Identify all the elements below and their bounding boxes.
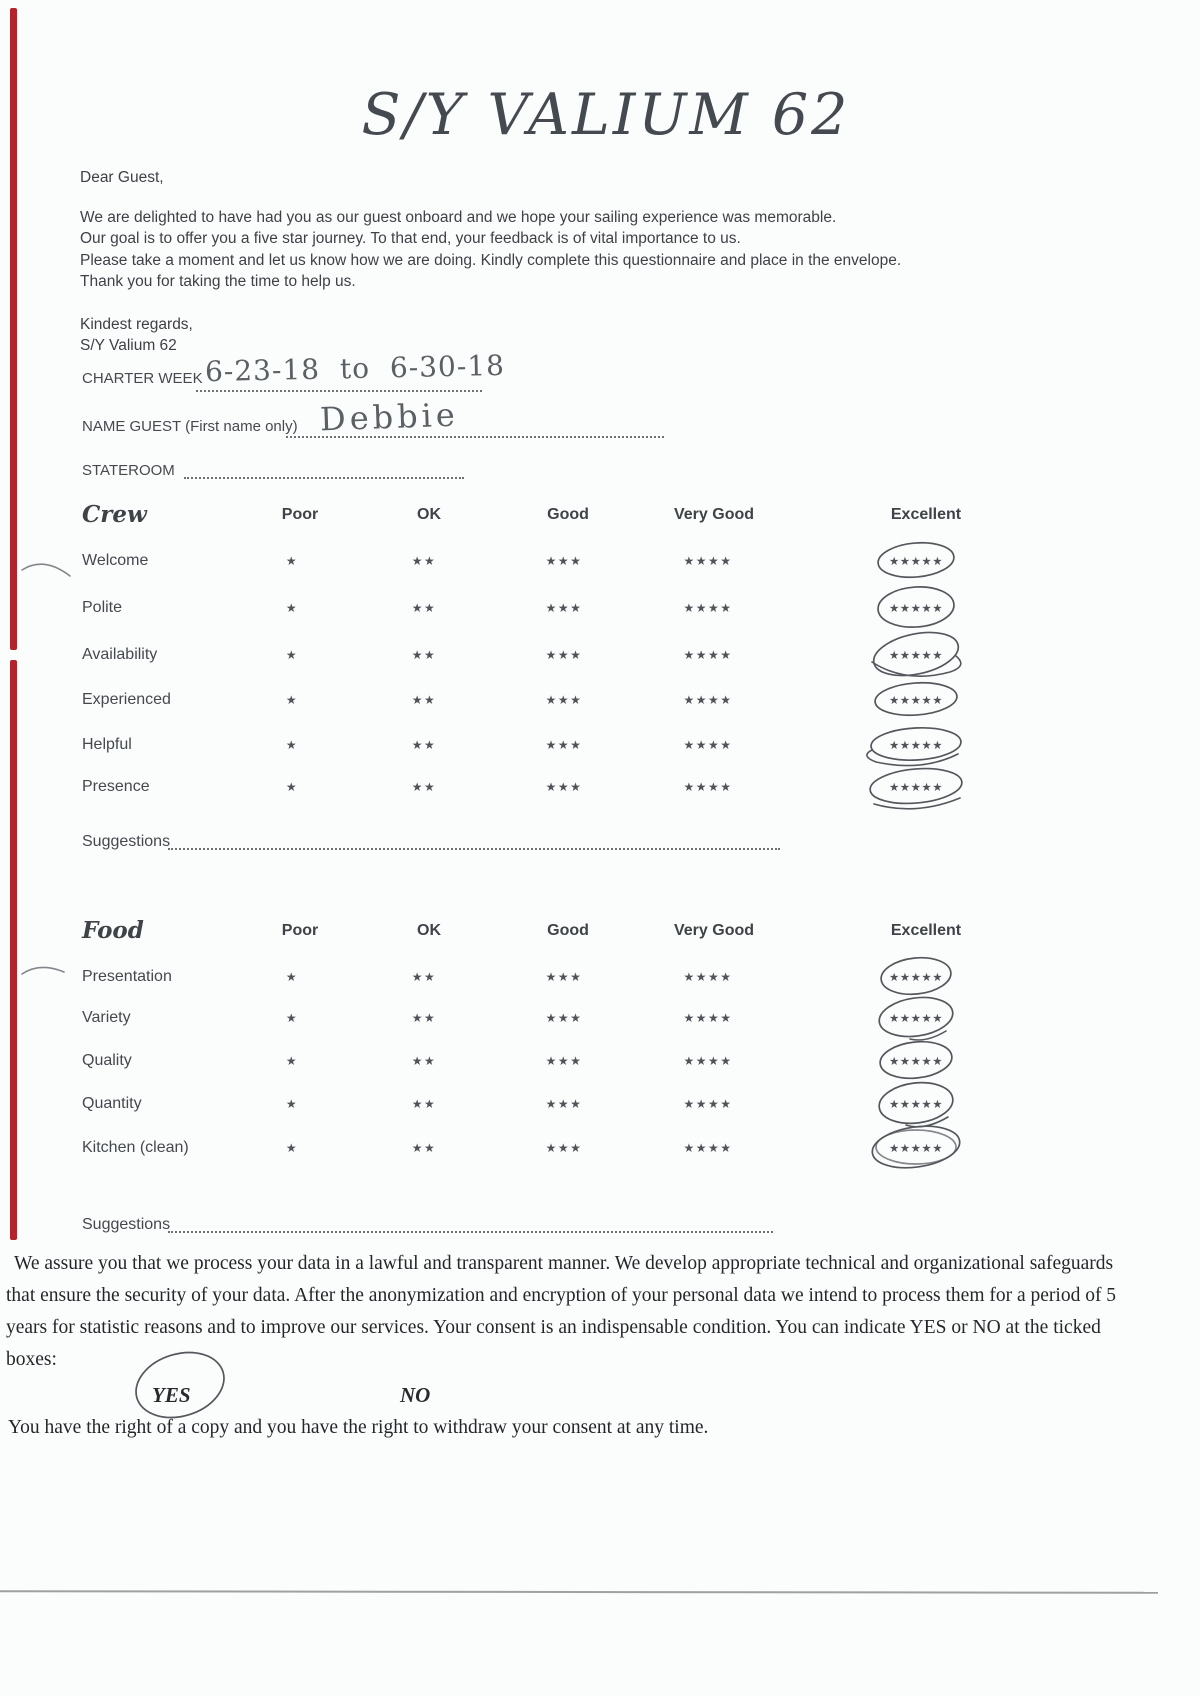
star-cell: ★★★★ — [683, 1097, 733, 1111]
charter-week-dotted-line — [196, 390, 482, 392]
letter-body-line: Thank you for taking the time to help us. — [80, 273, 356, 291]
star-cell: ★★ — [411, 1054, 437, 1068]
pencil-mark — [18, 956, 68, 984]
star-cell: ★★★★ — [683, 738, 733, 752]
star-cell-excellent: ★★★★★ — [888, 695, 944, 707]
star-cell: ★ — [285, 554, 299, 568]
star-cell: ★ — [285, 1011, 299, 1025]
star-cell: ★★★★ — [683, 1141, 733, 1155]
star-cell: ★★★ — [545, 1054, 583, 1068]
excellent-circle-mark — [854, 1117, 978, 1177]
yes-option: YES — [152, 1383, 191, 1407]
star-cell: ★★ — [411, 738, 437, 752]
star-cell: ★★★★ — [683, 780, 733, 794]
star-cell: ★★★★ — [683, 1054, 733, 1068]
charter-week-value: 6-23-18 to 6-30-18 — [204, 348, 506, 389]
star-cell: ★★ — [411, 554, 437, 568]
suggestions-label: Suggestions — [82, 833, 171, 850]
letter-signature: S/Y Valium 62 — [80, 337, 177, 354]
star-cell: ★★★ — [545, 601, 583, 615]
star-cell: ★ — [285, 601, 299, 615]
star-cell-excellent: ★★★★★ — [888, 740, 944, 752]
star-cell: ★★★ — [545, 1011, 583, 1025]
star-cell: ★★★ — [545, 738, 583, 752]
star-cell: ★★★★ — [683, 648, 733, 662]
star-cell-excellent: ★★★★★ — [888, 1056, 944, 1068]
letter-body-line: Our goal is to offer you a five star journey. To that end, your feedback is of vital importance to us. — [80, 230, 741, 248]
star-cell-excellent: ★★★★★ — [888, 603, 944, 615]
stateroom-dotted-line — [184, 477, 464, 479]
rating-row-label: Kitchen (clean) — [82, 1139, 189, 1156]
rating-column-header: Poor — [281, 922, 319, 939]
no-option: NO — [400, 1383, 431, 1407]
star-cell-excellent: ★★★★★ — [888, 1013, 944, 1025]
rating-column-header: Very Good — [673, 506, 755, 523]
rating-column-header: OK — [417, 922, 441, 939]
letter-salutation: Dear Guest, — [80, 169, 164, 186]
rating-row-label: Presence — [82, 778, 150, 795]
letter-body-line: Please take a moment and let us know how we are doing. Kindly complete this questionnaire and place in the envelope. — [80, 251, 902, 269]
star-cell-excellent: ★★★★★ — [888, 782, 944, 794]
star-cell: ★ — [285, 693, 299, 707]
star-cell-excellent: ★★★★★ — [888, 650, 944, 662]
section-title: Crew — [82, 501, 147, 528]
star-cell: ★ — [285, 780, 299, 794]
consent-paragraph-line: that ensure the security of your data. After the anonymization and encryption of your personal data we intend to process them for a period of 5 — [6, 1285, 1117, 1306]
star-cell: ★ — [285, 970, 299, 984]
bottom-rule — [0, 1590, 1158, 1594]
star-cell: ★★ — [411, 1141, 437, 1155]
star-cell: ★★★ — [545, 693, 583, 707]
rating-row-label: Experienced — [82, 691, 171, 708]
star-cell: ★★ — [411, 693, 437, 707]
star-cell-excellent: ★★★★★ — [888, 972, 944, 984]
rating-row-label: Availability — [82, 646, 158, 663]
star-cell: ★★★ — [545, 648, 583, 662]
star-cell: ★★★ — [545, 780, 583, 794]
star-cell: ★★★★ — [683, 970, 733, 984]
rating-row-label: Welcome — [82, 552, 149, 569]
name-guest-label: NAME GUEST (First name only) — [82, 418, 298, 435]
document-title: S/Y VALIUM 62 — [361, 82, 851, 148]
rating-row-label: Helpful — [82, 736, 132, 753]
star-cell: ★★ — [411, 780, 437, 794]
rating-row-label: Presentation — [82, 968, 172, 985]
rating-column-header: Good — [547, 922, 589, 939]
suggestions-label: Suggestions — [82, 1216, 171, 1233]
star-cell: ★★ — [411, 970, 437, 984]
suggestions-dotted-line — [168, 1231, 773, 1233]
rating-column-header: OK — [417, 506, 441, 523]
scan-edge-stripe-top — [10, 8, 17, 650]
star-cell: ★★ — [411, 648, 437, 662]
star-cell: ★★★★ — [683, 693, 733, 707]
rating-column-header: Good — [547, 506, 589, 523]
excellent-circle-mark — [854, 756, 978, 816]
star-cell: ★★★★ — [683, 554, 733, 568]
consent-footer: You have the right of a copy and you have the right to withdraw your consent at any time. — [8, 1417, 709, 1438]
rating-column-header: Excellent — [890, 506, 962, 523]
rating-column-header: Very Good — [673, 922, 755, 939]
star-cell: ★ — [285, 1097, 299, 1111]
rating-row-label: Polite — [82, 599, 123, 616]
star-cell: ★★★ — [545, 1097, 583, 1111]
star-cell: ★★★★ — [683, 601, 733, 615]
name-guest-value: Debbie — [319, 395, 460, 439]
rating-row-label: Variety — [82, 1009, 131, 1026]
star-cell: ★ — [285, 738, 299, 752]
charter-week-label: CHARTER WEEK — [82, 370, 203, 387]
pencil-mark — [18, 548, 74, 582]
letter-body — [80, 207, 901, 293]
star-cell: ★★★ — [545, 970, 583, 984]
star-cell: ★★ — [411, 1011, 437, 1025]
star-cell: ★★ — [411, 601, 437, 615]
star-cell: ★★ — [411, 1097, 437, 1111]
consent-paragraph-line: We assure you that we process your data in a lawful and transparent manner. We develop appropriate technical and organizational safeguards — [14, 1253, 1114, 1274]
stateroom-label: STATEROOM — [82, 462, 175, 479]
letter-body-line: We are delighted to have had you as our guest onboard and we hope your sailing experience was memorable. — [80, 209, 837, 226]
rating-column-header: Poor — [281, 506, 319, 523]
rating-row-label: Quality — [82, 1052, 132, 1069]
star-cell: ★★★ — [545, 554, 583, 568]
star-cell: ★ — [285, 1141, 299, 1155]
rating-row-label: Quantity — [82, 1095, 142, 1112]
consent-paragraph-line: years for statistic reasons and to improve our services. Your consent is an indispensable condition. You can indicate YES or NO at the ticked — [6, 1317, 1101, 1338]
star-cell: ★ — [285, 1054, 299, 1068]
star-cell: ★★★★ — [683, 1011, 733, 1025]
star-cell-excellent: ★★★★★ — [888, 556, 944, 568]
star-cell: ★★★ — [545, 1141, 583, 1155]
letter-closing: Kindest regards, — [80, 316, 193, 333]
suggestions-dotted-line — [168, 848, 780, 850]
consent-paragraph-line: boxes: — [6, 1349, 57, 1370]
section-title: Food — [82, 917, 144, 944]
scan-edge-stripe-bottom — [10, 660, 17, 1240]
rating-column-header: Excellent — [890, 922, 962, 939]
star-cell: ★ — [285, 648, 299, 662]
star-cell-excellent: ★★★★★ — [888, 1099, 944, 1111]
star-cell-excellent: ★★★★★ — [888, 1143, 944, 1155]
